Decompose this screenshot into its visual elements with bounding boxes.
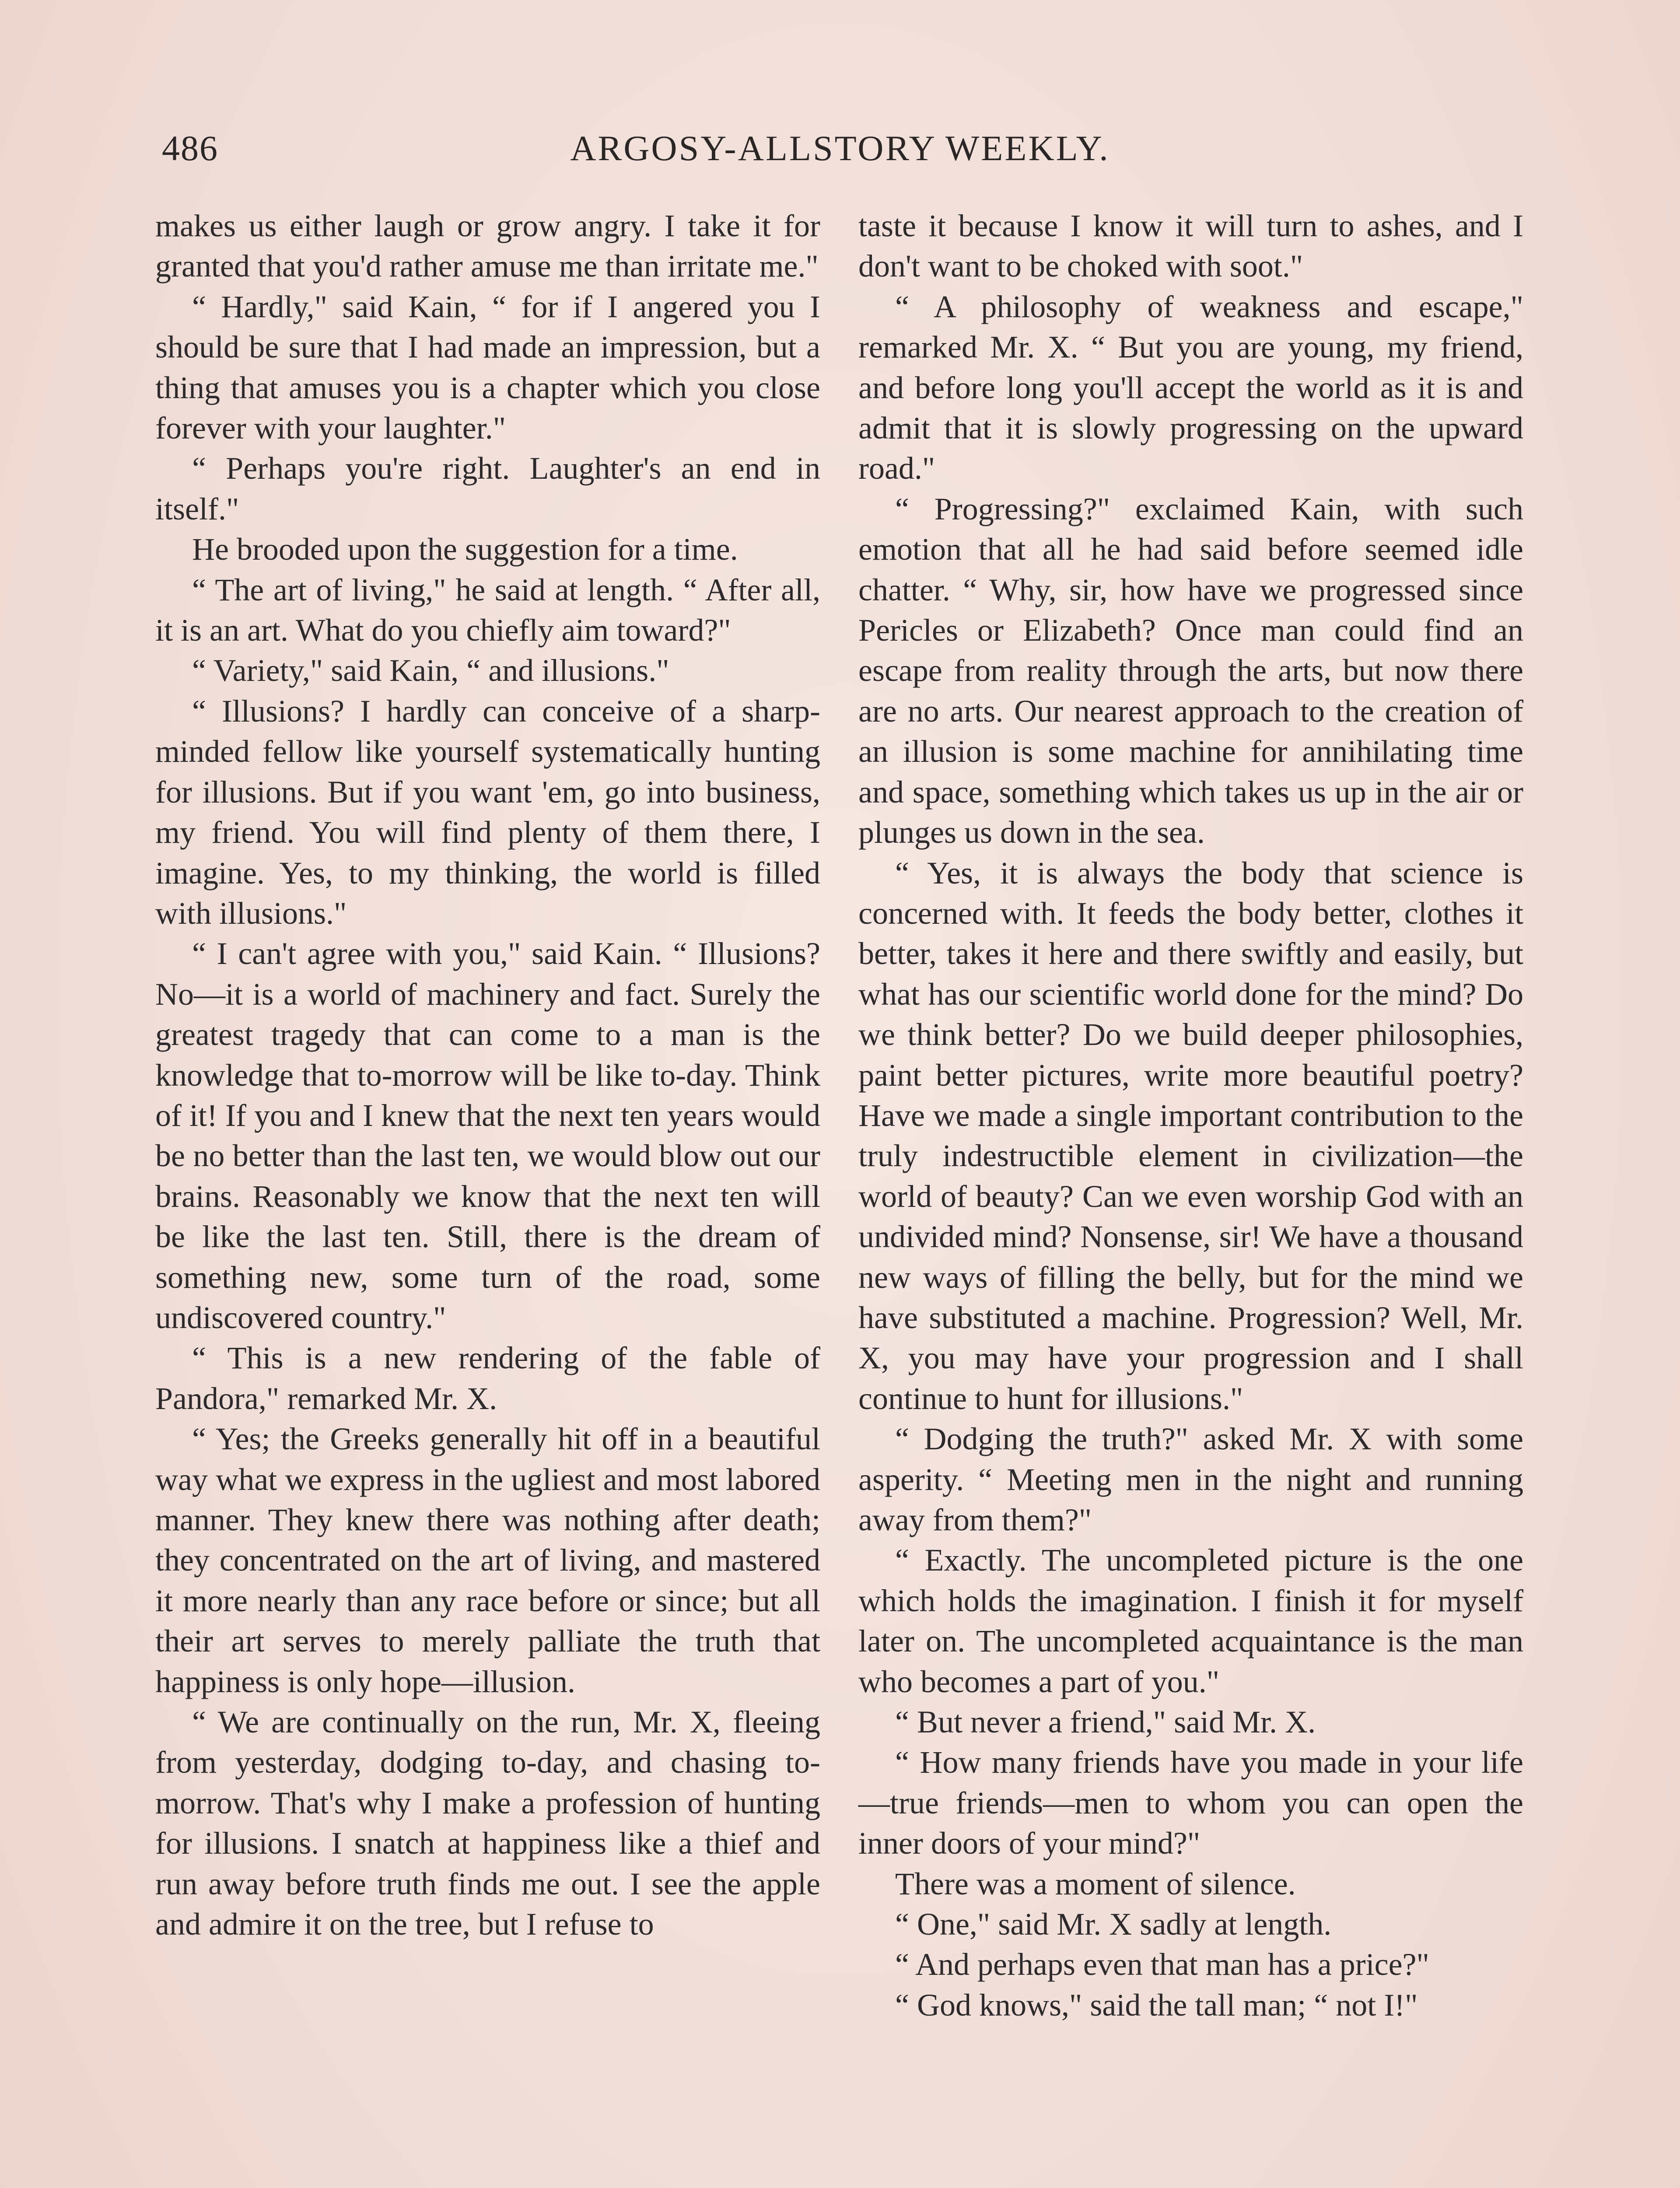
right-column	[858, 206, 1523, 2025]
paragraph: “ A philosophy of weakness and escape," remarked Mr. X. “ But you are young, my friend, and before long you'll accept the world as it is and admit that it is slowly progressing on the upward road."	[858, 289, 1523, 486]
left-column	[155, 206, 820, 1944]
paragraph: “ Exactly. The uncompleted picture is the one which holds the imagination. I finish it for myself later on. The uncompleted acquaintance is the man who becomes a part of you."	[858, 1543, 1523, 1699]
paragraph: He brooded upon the suggestion for a time.	[192, 532, 738, 567]
paragraph: “ God knows," said the tall man; “ not I!"	[895, 1987, 1418, 2023]
paragraph: “ Variety," said Kain, “ and illusions."	[192, 653, 669, 688]
paragraph: taste it because I know it will turn to ashes, and I don't want to be choked with soot."	[858, 208, 1523, 284]
paragraph: “ Hardly," said Kain, “ for if I angered you I should be sure that I had made an impression, but a thing that amuses you is a chapter which you close forever with your laughter."	[155, 289, 820, 446]
running-title: ARGOSY-ALLSTORY WEEKLY.	[570, 128, 1110, 168]
paragraph: “ Perhaps you're right. Laughter's an end in itself."	[155, 451, 820, 526]
paragraph: “ Yes; the Greeks generally hit off in a beautiful way what we express in the ugliest and most labored manner. They knew there was nothing after death; they concentrated on the art of living, and mastered it more nearly than any race before or since; but all their art serves to merely palliate the truth that happiness is only hope—illusion.	[155, 1421, 820, 1699]
paragraph: There was a moment of silence.	[895, 1866, 1296, 1901]
paragraph: “ One," said Mr. X sadly at length.	[895, 1907, 1332, 1942]
paragraph: “ How many friends have you made in your life—true friends—men to whom you can open the inner doors of your mind?"	[858, 1745, 1523, 1861]
paragraph: makes us either laugh or grow angry. I take it for granted that you'd rather amuse me than irritate me."	[155, 208, 820, 284]
paragraph: “ The art of living," he said at length. “ After all, it is an art. What do you chiefly aim toward?"	[155, 572, 820, 648]
paragraph: “ But never a friend," said Mr. X.	[895, 1704, 1316, 1740]
paragraph: “ This is a new rendering of the fable of Pandora," remarked Mr. X.	[155, 1340, 820, 1416]
page-number: 486	[162, 128, 218, 168]
paragraph: “ Yes, it is always the body that science is concerned with. It feeds the body better, clothes it better, takes it here and there swiftly and easily, but what has our scientific world done for the mind? Do we think better? Do we build deeper philosophies, paint better pictures, write more beautiful poetry? Have we made a single important contribution to the truly indestructible element in civilization—the world of beauty? Can we even worship God with an undivided mind? Nonsense, sir! We have a thousand new ways of filling the belly, but for the mind we have substituted a machine. Progression? Well, Mr. X, you may have your progression and I shall continue to hunt for illusions."	[858, 855, 1523, 1416]
paragraph: “ We are continually on the run, Mr. X, fleeing from yesterday, dodging to-day, and chasing to-morrow. That's why I make a profession of hunting for illusions. I snatch at happiness like a thief and run away before truth finds me out. I see the apple and admire it on the tree, but I refuse to	[155, 1704, 820, 1942]
paragraph: “ And perhaps even that man has a price?"	[895, 1947, 1429, 1982]
paragraph: “ Illusions? I hardly can conceive of a sharp-minded fellow like yourself systematically hunting for illusions. But if you want 'em, go into business, my friend. You will find plenty of them there, I imagine. Yes, to my thinking, the world is filled with illusions."	[155, 693, 820, 931]
page-header	[158, 128, 1522, 176]
paragraph: “ I can't agree with you," said Kain. “ Illusions? No—it is a world of machinery and fact. Surely the greatest tragedy that can come to a man is the knowledge that to-morrow will be like to-day. Think of it! If you and I knew that the next ten years would be no better than the last ten, we would blow out our brains. Reasonably we know that the next ten will be like the last ten. Still, there is the dream of something new, some turn of the road, some undiscovered country."	[155, 936, 820, 1335]
paragraph: “ Progressing?" exclaimed Kain, with such emotion that all he had said before seemed idle chatter. “ Why, sir, how have we progressed since Pericles or Elizabeth? Once man could find an escape from reality through the arts, but now there are no arts. Our nearest approach to the creation of an illusion is some machine for annihilating time and space, something which takes us up in the air or plunges us down in the sea.	[858, 491, 1523, 850]
paragraph: “ Dodging the truth?" asked Mr. X with some asperity. “ Meeting men in the night and running away from them?"	[858, 1421, 1523, 1537]
